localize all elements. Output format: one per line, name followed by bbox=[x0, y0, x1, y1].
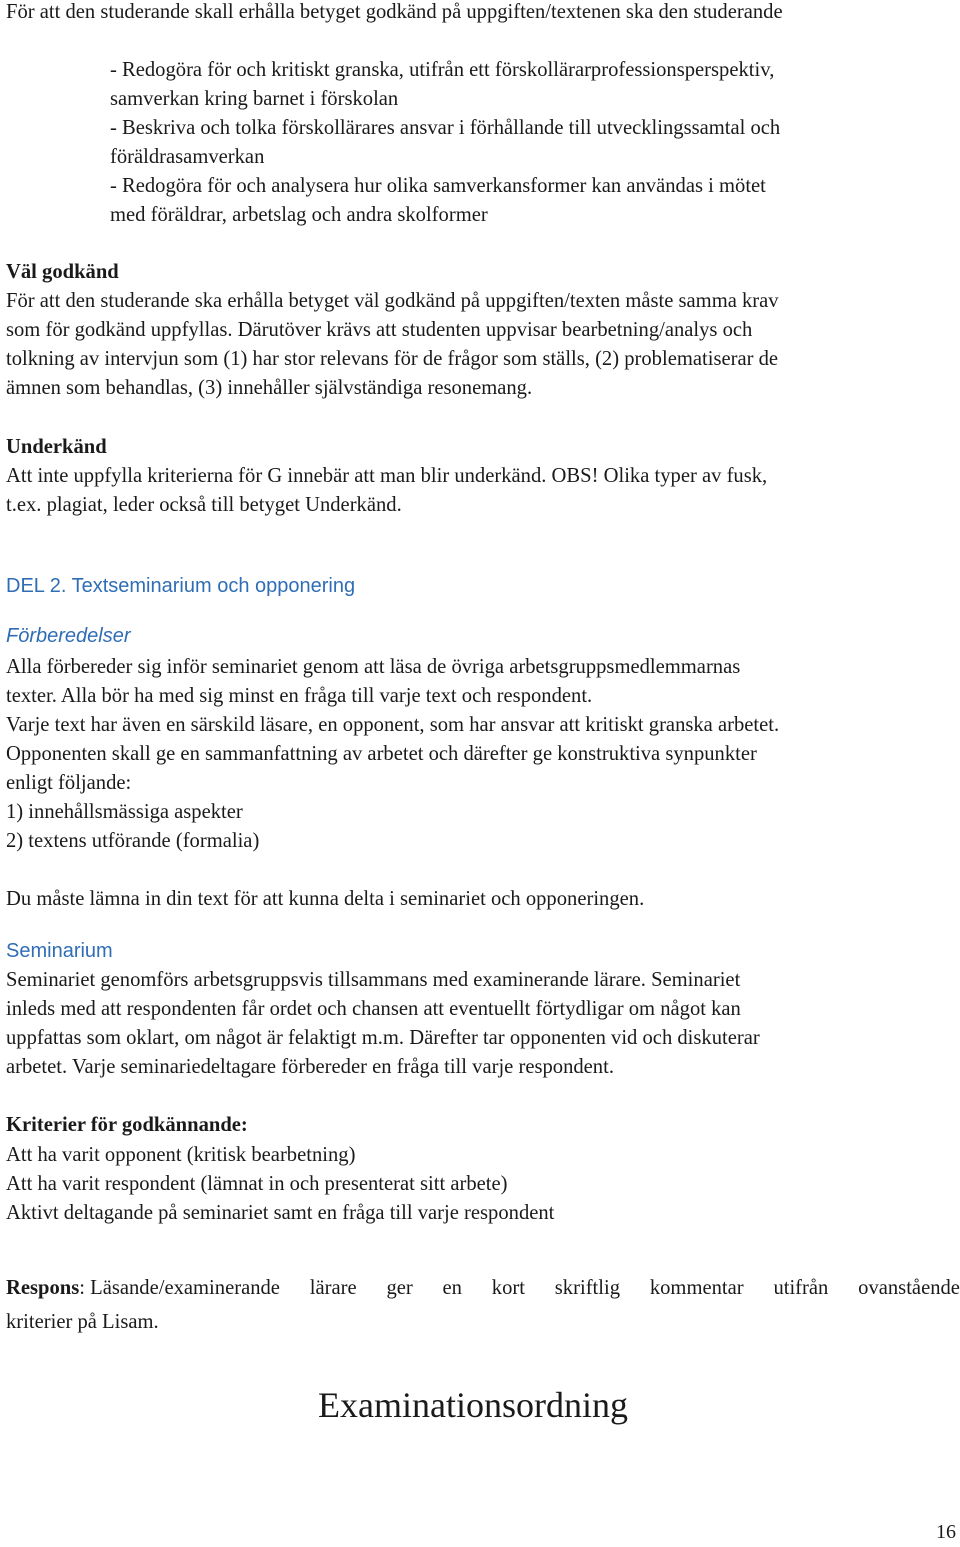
page-number: 16 bbox=[936, 1521, 956, 1543]
val-godkand-text: För att den studerande ska erhålla betyget väl godkänd på uppgiften/texten måste samma krav bbox=[6, 290, 779, 312]
respons-word: ger bbox=[386, 1277, 413, 1299]
respons-word: en bbox=[442, 1277, 462, 1299]
respons-word: kommentar bbox=[649, 1277, 744, 1299]
forberedelser-text: Varje text har även en särskild läsare, en opponent, som har ansvar att kritiskt granska arbetet. bbox=[6, 714, 780, 736]
respons-word: skriftlig bbox=[554, 1277, 621, 1299]
forberedelser-text: texter. Alla bör ha med sig minst en fråga till varje text och respondent. bbox=[6, 685, 593, 707]
respons-word: lärare bbox=[309, 1277, 357, 1299]
criteria-list-item: - Beskriva och tolka förskollärares ansvar i förhållande till utvecklingssamtal och bbox=[110, 117, 781, 139]
del2-heading: DEL 2. Textseminarium och opponering bbox=[6, 575, 356, 597]
respons-word: Läsande/examinerande bbox=[90, 1277, 280, 1299]
forberedelser-text: Opponenten skall ge en sammanfattning av arbetet och därefter ge konstruktiva synpunkter bbox=[6, 743, 757, 765]
section-title: Examinationsordning bbox=[318, 1385, 628, 1425]
respons-word: kort bbox=[491, 1277, 525, 1299]
underkand-text: t.ex. plagiat, leder också till betyget Underkänd. bbox=[6, 494, 402, 516]
respons-word: ovanstående bbox=[858, 1277, 960, 1299]
kriterier-item: Att ha varit opponent (kritisk bearbetning) bbox=[6, 1144, 356, 1166]
criteria-list-item: samverkan kring barnet i förskolan bbox=[110, 88, 399, 110]
criteria-list-item: - Redogöra för och kritiskt granska, utifrån ett förskollärarprofessionsperspektiv, bbox=[110, 59, 775, 81]
forberedelser-text: Alla förbereder sig inför seminariet genom att läsa de övriga arbetsgruppsmedlemmarnas bbox=[6, 656, 741, 678]
val-godkand-text: tolkning av intervjun som (1) har stor relevans för de frågor som ställs, (2) problematiserar de bbox=[6, 348, 779, 370]
respons-word: utifrån bbox=[773, 1277, 829, 1299]
kriterier-heading: Kriterier för godkännande: bbox=[6, 1114, 248, 1136]
seminarium-text: arbetet. Varje seminariedeltagare förbereder en fråga till varje respondent. bbox=[6, 1056, 614, 1078]
seminarium-text: uppfattas som oklart, om något är felaktigt m.m. Därefter tar opponenten vid och diskuterar bbox=[6, 1027, 760, 1049]
forberedelser-heading: Förberedelser bbox=[6, 625, 131, 647]
respons-lead: Respons: Läsande/examinerande bbox=[6, 1277, 280, 1299]
val-godkand-text: ämnen som behandlas, (3) innehåller självständiga resonemang. bbox=[6, 377, 533, 399]
forberedelser-note: Du måste lämna in din text för att kunna delta i seminariet och opponeringen. bbox=[6, 888, 645, 910]
underkand-heading: Underkänd bbox=[6, 436, 107, 458]
criteria-list-item: med föräldrar, arbetslag och andra skolformer bbox=[110, 204, 488, 226]
underkand-text: Att inte uppfylla kriterierna för G innebär att man blir underkänd. OBS! Olika typer av fusk, bbox=[6, 465, 768, 487]
kriterier-item: Aktivt deltagande på seminariet samt en fråga till varje respondent bbox=[6, 1202, 555, 1224]
criteria-list-item: - Redogöra för och analysera hur olika samverkansformer kan användas i mötet bbox=[110, 175, 766, 197]
seminarium-text: inleds med att respondenten får ordet och chansen att eventuellt förtydligar om något kan bbox=[6, 998, 741, 1020]
respons-text: kriterier på Lisam. bbox=[6, 1311, 159, 1333]
criteria-list-item: föräldrasamverkan bbox=[110, 146, 265, 168]
forberedelser-text: enligt följande: bbox=[6, 772, 132, 794]
forberedelser-list-item: 2) textens utförande (formalia) bbox=[6, 830, 260, 852]
val-godkand-heading: Väl godkänd bbox=[6, 261, 119, 283]
seminarium-heading: Seminarium bbox=[6, 940, 113, 962]
respons-label: Respons bbox=[6, 1277, 80, 1299]
intro-line: För att den studerande skall erhålla betyget godkänd på uppgiften/textenen ska den studerande bbox=[6, 1, 783, 23]
respons-line bbox=[6, 1274, 960, 1303]
seminarium-text: Seminariet genomförs arbetsgruppsvis tillsammans med examinerande lärare. Seminariet bbox=[6, 969, 741, 991]
kriterier-item: Att ha varit respondent (lämnat in och presenterat sitt arbete) bbox=[6, 1173, 508, 1195]
val-godkand-text: som för godkänd uppfyllas. Därutöver krävs att studenten uppvisar bearbetning/analys och bbox=[6, 319, 753, 341]
forberedelser-list-item: 1) innehållsmässiga aspekter bbox=[6, 801, 243, 823]
